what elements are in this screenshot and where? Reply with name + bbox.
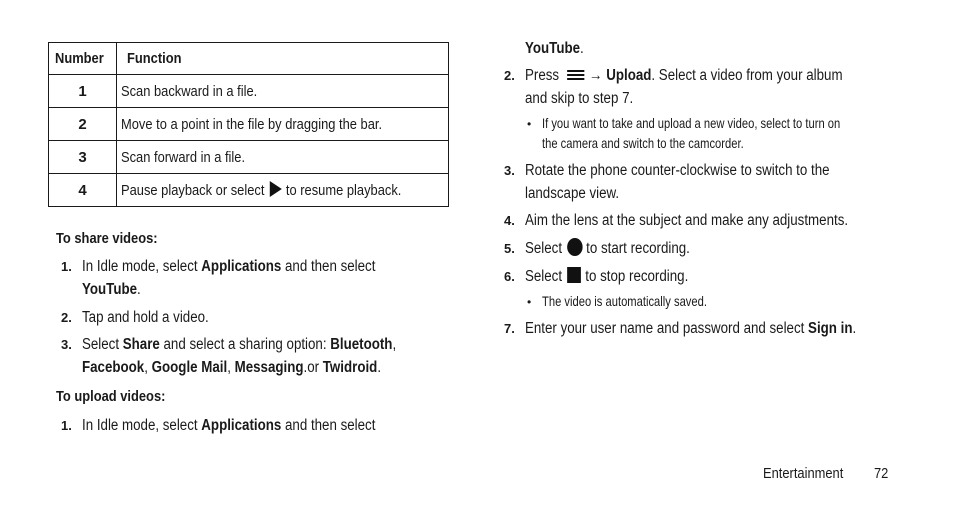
step-number: 1. [61,418,72,433]
upload-step-2: Press → Upload. Select a video from your album and skip to step 7. [525,67,843,107]
upload-step-7: Enter your user name and password and select Sign in. [525,320,857,337]
step-number: 5. [504,241,515,256]
row-function: Pause playback or select to resume playback. [117,174,449,207]
table-row [49,141,449,174]
step-number: 3. [61,337,72,352]
step-number: 7. [504,321,515,336]
upload-step-1: In Idle mode, select Applications and then select [82,417,376,434]
table-row [49,75,449,108]
upload-step-3: Rotate the phone counter-clockwise to switch to the landscape view. [525,162,830,202]
play-icon [270,181,282,197]
upload-bullet-1: If you want to take and upload a new video, select to turn on the camera and switch to the camcorder. [542,115,841,151]
row-function: Scan backward in a file. [117,75,449,108]
bullet: • [527,117,532,131]
function-table [48,42,449,207]
row-function: Move to a point in the file by dragging the bar. [117,108,449,141]
row-function: Scan forward in a file. [117,141,449,174]
upload-step-4: Aim the lens at the subject and make any adjustments. [525,212,849,229]
step-number: 2. [504,68,515,83]
upload-heading: To upload videos: [56,388,166,405]
step-number: 3. [504,163,515,178]
share-step-1: In Idle mode, select Applications and then select YouTube. [82,258,376,298]
row-number: 2 [49,108,117,141]
header-function: Function [117,43,449,75]
table-row [49,174,449,207]
header-number: Number [49,43,117,75]
page-number: 72 [874,465,889,482]
upload-step-5: Select to start recording. [525,240,690,257]
menu-icon [567,70,584,80]
upload-bullet-2: The video is automatically saved. [542,293,707,309]
step-number: 6. [504,269,515,284]
row-number: 4 [49,174,117,207]
footer-section: Entertainment [763,465,844,482]
table-row [49,108,449,141]
row-number: 1 [49,75,117,108]
share-step-2: Tap and hold a video. [82,309,209,326]
step-number: 4. [504,213,515,228]
upload-step-1-continued: YouTube. [525,40,584,57]
step-number: 1. [61,259,72,274]
share-heading: To share videos: [56,230,158,247]
table-header-row [49,43,449,75]
stop-square-icon [567,267,581,283]
step-number: 2. [61,310,72,325]
upload-step-6: Select to stop recording. [525,268,689,285]
bullet: • [527,295,532,309]
share-step-3: Select Share and select a sharing option: Bluetooth, Facebook, Google Mail, Messaging.or Twidroid. [82,336,397,376]
record-circle-icon [567,238,582,256]
row-number: 3 [49,141,117,174]
